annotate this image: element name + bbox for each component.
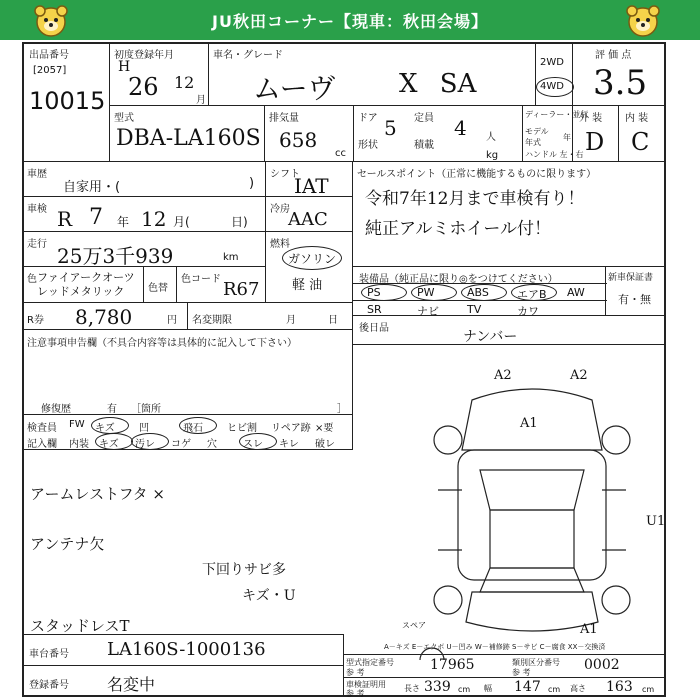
registration-label: 登録番号 (29, 680, 69, 691)
damage-mark-a2-right: A2 (570, 368, 588, 383)
equipment-item: ABS (467, 286, 489, 299)
registration-value: 名変中 (107, 675, 156, 694)
inspect-month-unit: 月( (173, 215, 190, 229)
inspection-cell (22, 196, 266, 232)
windshield-outline (480, 470, 584, 510)
grade: X SA (399, 69, 477, 99)
equipment-item: ナビ (417, 305, 439, 318)
fuel-cell (265, 231, 353, 303)
height-label: 高さ (570, 684, 586, 693)
equipment-item: PS (367, 286, 381, 299)
model-value: DBA-LA160S (116, 126, 261, 151)
width-unit: cm (548, 685, 561, 694)
note-1: アームレストフタ × (30, 485, 165, 503)
disp-value: 658 (279, 128, 318, 152)
warranty-value: 有・無 (618, 293, 651, 306)
chassis-value: LA160S-1000136 (107, 639, 266, 660)
note-4: キズ・U (242, 588, 296, 604)
repair-label: 修復歴 (41, 404, 71, 415)
interior-cell (618, 105, 666, 162)
chassis-cell (22, 634, 344, 666)
reg-month-unit: 月 (196, 95, 206, 106)
reg-era: H (118, 59, 131, 75)
inspector-item: スレ (243, 439, 263, 450)
inspect-day-unit: 日) (231, 215, 248, 229)
ext-grade: D (585, 128, 605, 156)
cert-divider (344, 677, 666, 678)
door-capacity-cell (353, 105, 523, 162)
lot-number: 10015 (29, 87, 106, 115)
aircon-cell (265, 196, 353, 232)
door-value: 5 (384, 116, 397, 140)
car-name-cell (208, 42, 536, 106)
equipment-circle (411, 284, 457, 301)
ref-label-1: 参 考 (346, 668, 365, 677)
spare-label: スペア (402, 621, 426, 630)
width-label: 幅 (484, 684, 492, 693)
dealer-cell (522, 105, 589, 162)
inspector-item: 穴 (207, 439, 217, 450)
inspector-row2-prefix: 内装 (69, 439, 89, 450)
reg-date-cell (109, 42, 209, 106)
notes-cell (22, 329, 353, 415)
aircon-label: 冷房 (270, 204, 290, 215)
type-cert-label: 型式指定番号 (346, 658, 394, 667)
rear-value: ナンバー (463, 329, 518, 345)
equipment-circle (461, 284, 507, 301)
notes-label: 注意事項申告欄（不具合内容等は具体的に記入して下さい） (27, 338, 297, 349)
dealer-label: ディーラー・並行 (525, 110, 589, 119)
ext-label: 外 装 (579, 113, 603, 124)
inspector-item: 汚レ (135, 439, 155, 450)
equipment-item: SR (367, 303, 382, 316)
inspector-circle (131, 433, 169, 450)
repair-value: 有 (107, 404, 117, 415)
note-3: 下回りサビ多 (202, 562, 286, 578)
model-label: 型式 (114, 113, 134, 124)
history-label: 車歴 (27, 169, 47, 180)
car-name: ムーヴ (253, 72, 336, 105)
equipment-item: エアB (517, 288, 547, 301)
shape-label: 形状 (358, 140, 378, 151)
model-year-label: モデル 年式 (525, 127, 549, 147)
inspect-era: R (57, 207, 73, 231)
height-unit: cm (642, 685, 655, 694)
inspector-item: 凹 (139, 423, 149, 434)
color-change-cell (143, 266, 177, 303)
score-value: 3.5 (593, 63, 648, 103)
name-change-day: 日 (328, 315, 338, 326)
year-unit: 年 (563, 133, 571, 142)
displacement-cell (264, 105, 354, 162)
capacity-value: 4 (454, 116, 467, 140)
recycle-unit: 円 (167, 315, 177, 326)
equipment-circle (511, 284, 557, 301)
damage-mark-u1: U1 (646, 514, 666, 529)
auction-sheet (22, 42, 666, 697)
repair-part: ［箇所 (131, 404, 161, 415)
reg-month: 12 (174, 73, 195, 92)
inspector-item: ×要 (315, 423, 334, 434)
int-grade: C (631, 128, 650, 156)
inspector-circle (91, 417, 129, 434)
note-2: アンテナ欠 (30, 535, 105, 553)
sales-point-cell (352, 161, 666, 267)
sales-label: セールスポイント（正常に機能するものに限ります） (357, 169, 597, 180)
inspector-item: キズ (99, 439, 119, 450)
inspect-month: 12 (141, 207, 167, 231)
score-label: 評 価 点 (595, 50, 632, 61)
sales-line-2: 純正アルミホイール付！ (365, 219, 551, 239)
inspector-label-2: 記入欄 (27, 439, 57, 450)
inspector-row-1 (65, 417, 353, 433)
warranty-label: 新車保証書 (608, 273, 654, 283)
type-cert-value: 17965 (430, 657, 475, 673)
ref-label-3: 参 考 (346, 689, 365, 698)
shift-value: IAT (294, 174, 329, 198)
lot-label: 出品番号 (29, 50, 69, 61)
recycle-cell (22, 302, 188, 330)
history-close: ) (249, 176, 255, 191)
sales-line-1: 令和7年12月まで車検有り！ (365, 189, 585, 209)
equipment-row-1 (353, 283, 607, 301)
ref-label-2: 参 考 (512, 668, 531, 677)
roof-outline (490, 510, 574, 568)
color-code-label: 色コード (181, 274, 221, 285)
legend: A－キズ E－エクボ U－凹み W－補修跡 S－サビ C－腐食 XX－交換済 (384, 643, 606, 651)
name-label: 車名・グレード (213, 50, 283, 61)
color-cell (22, 266, 144, 303)
load-label: 積載 (414, 140, 434, 151)
mileage-cell (22, 231, 266, 267)
door-label: ドア (358, 113, 378, 124)
inspector-item: 飛石 (183, 423, 203, 434)
repair-close: ］ (337, 404, 347, 415)
inspect-year-unit: 年 (117, 215, 130, 229)
height-value: 163 (606, 679, 633, 695)
inspector-circle (179, 417, 217, 434)
mileage-value: 25万3千939 (57, 244, 174, 268)
banner-title: JU秋田コーナー【現車：秋田会場】 (212, 12, 488, 31)
length-label: 長さ (404, 684, 420, 693)
inspector-notes (22, 449, 353, 635)
length-value: 339 (424, 679, 451, 695)
inspector-item: リペア跡 (271, 423, 311, 434)
length-unit: cm (458, 685, 471, 694)
mascot-right-icon (626, 4, 660, 38)
disp-unit: cc (335, 148, 346, 159)
int-label: 内 装 (625, 113, 649, 124)
mileage-label: 走行 (27, 239, 47, 250)
inspect-year: 7 (89, 205, 103, 230)
color-label: 色 (27, 274, 37, 285)
drive-4wd-circle (536, 77, 574, 97)
drive-4wd: 4WD (540, 81, 564, 92)
exterior-cell (572, 105, 619, 162)
inspector-item: 破レ (315, 439, 335, 450)
fuel-gas-circle (282, 246, 342, 270)
fuel-label: 燃料 (270, 239, 290, 250)
inspector-item: キズ (95, 423, 115, 434)
drive-2wd: 2WD (540, 57, 564, 68)
reg-year: 26 (128, 73, 159, 101)
model-cell (109, 105, 265, 162)
recycle-label: R券 (27, 315, 44, 326)
name-change-label: 名変期限 (192, 315, 232, 326)
shift-cell (265, 161, 353, 197)
recycle-value: 8,780 (75, 305, 133, 329)
inspector-item: コゲ (171, 439, 191, 450)
registration-cell (22, 665, 344, 697)
damage-mark-a1-rear: A1 (580, 622, 598, 637)
rear-outline (466, 592, 598, 631)
rear-label: 後日品 (359, 323, 389, 334)
warranty-cell (605, 266, 666, 316)
note-5: スタッドレスT (30, 617, 130, 635)
header-banner (0, 0, 700, 40)
disp-label: 排気量 (269, 113, 299, 124)
class-label: 類別区分番号 (512, 658, 560, 667)
damage-mark-a2-left: A2 (494, 368, 512, 383)
equipment-cell (352, 266, 606, 316)
lot-sub: [2057] (33, 65, 67, 76)
equipment-label: 装備品（純正品に限り◎をつけてください） (359, 274, 558, 285)
car-damage-diagram (402, 360, 662, 660)
name-change-cell (187, 302, 353, 330)
inspector-circle (95, 433, 133, 450)
lot-cell (22, 42, 110, 162)
color-code: R67 (223, 279, 260, 300)
history-cell (22, 161, 266, 197)
inspector-item: キレ (279, 439, 299, 450)
inspector-row-2 (65, 433, 353, 449)
load-unit: kg (486, 150, 499, 161)
inspector-fw: FW (69, 419, 85, 430)
cert-cell (343, 654, 666, 697)
inspect-label: 車検 (27, 204, 47, 215)
capacity-label: 定員 (414, 113, 434, 124)
chassis-label: 車台番号 (29, 649, 69, 660)
equipment-item: AW (567, 286, 585, 299)
handle-label: ハンドル 左・右 (525, 150, 584, 159)
inspector-circle (239, 433, 277, 450)
inspector-item: ヒビ割 (227, 423, 257, 434)
rear-items-cell (352, 315, 666, 345)
mileage-unit: km (223, 252, 239, 263)
reg-label: 初度登録年月 (114, 50, 174, 61)
drive-cell (535, 42, 573, 106)
history-value: 自家用・( (63, 180, 121, 195)
equipment-circle (361, 284, 407, 301)
name-change-month: 月 (286, 315, 296, 326)
inspector-label-1: 検査員 (27, 423, 57, 434)
damage-mark-a1-front: A1 (520, 416, 538, 431)
fuel-diesel: 軽 油 (292, 278, 323, 293)
shift-label: シフト (270, 169, 300, 180)
inspector-cell (22, 414, 353, 450)
color-change-label: 色替 (148, 283, 168, 294)
aircon-value: AAC (288, 209, 328, 230)
cert-label: 車検証明用 (346, 680, 386, 689)
fuel-gas: ガソリン (288, 252, 337, 266)
color-value: ファイアークオーツレッドメタリック (37, 271, 135, 298)
equipment-item: PW (417, 286, 435, 299)
score-cell (572, 42, 666, 106)
class-value: 0002 (584, 657, 620, 673)
width-value: 147 (514, 679, 541, 695)
equipment-item: TV (467, 303, 482, 316)
equipment-item: カワ (517, 305, 539, 318)
capacity-unit: 人 (486, 132, 496, 143)
color-code-cell (176, 266, 266, 303)
